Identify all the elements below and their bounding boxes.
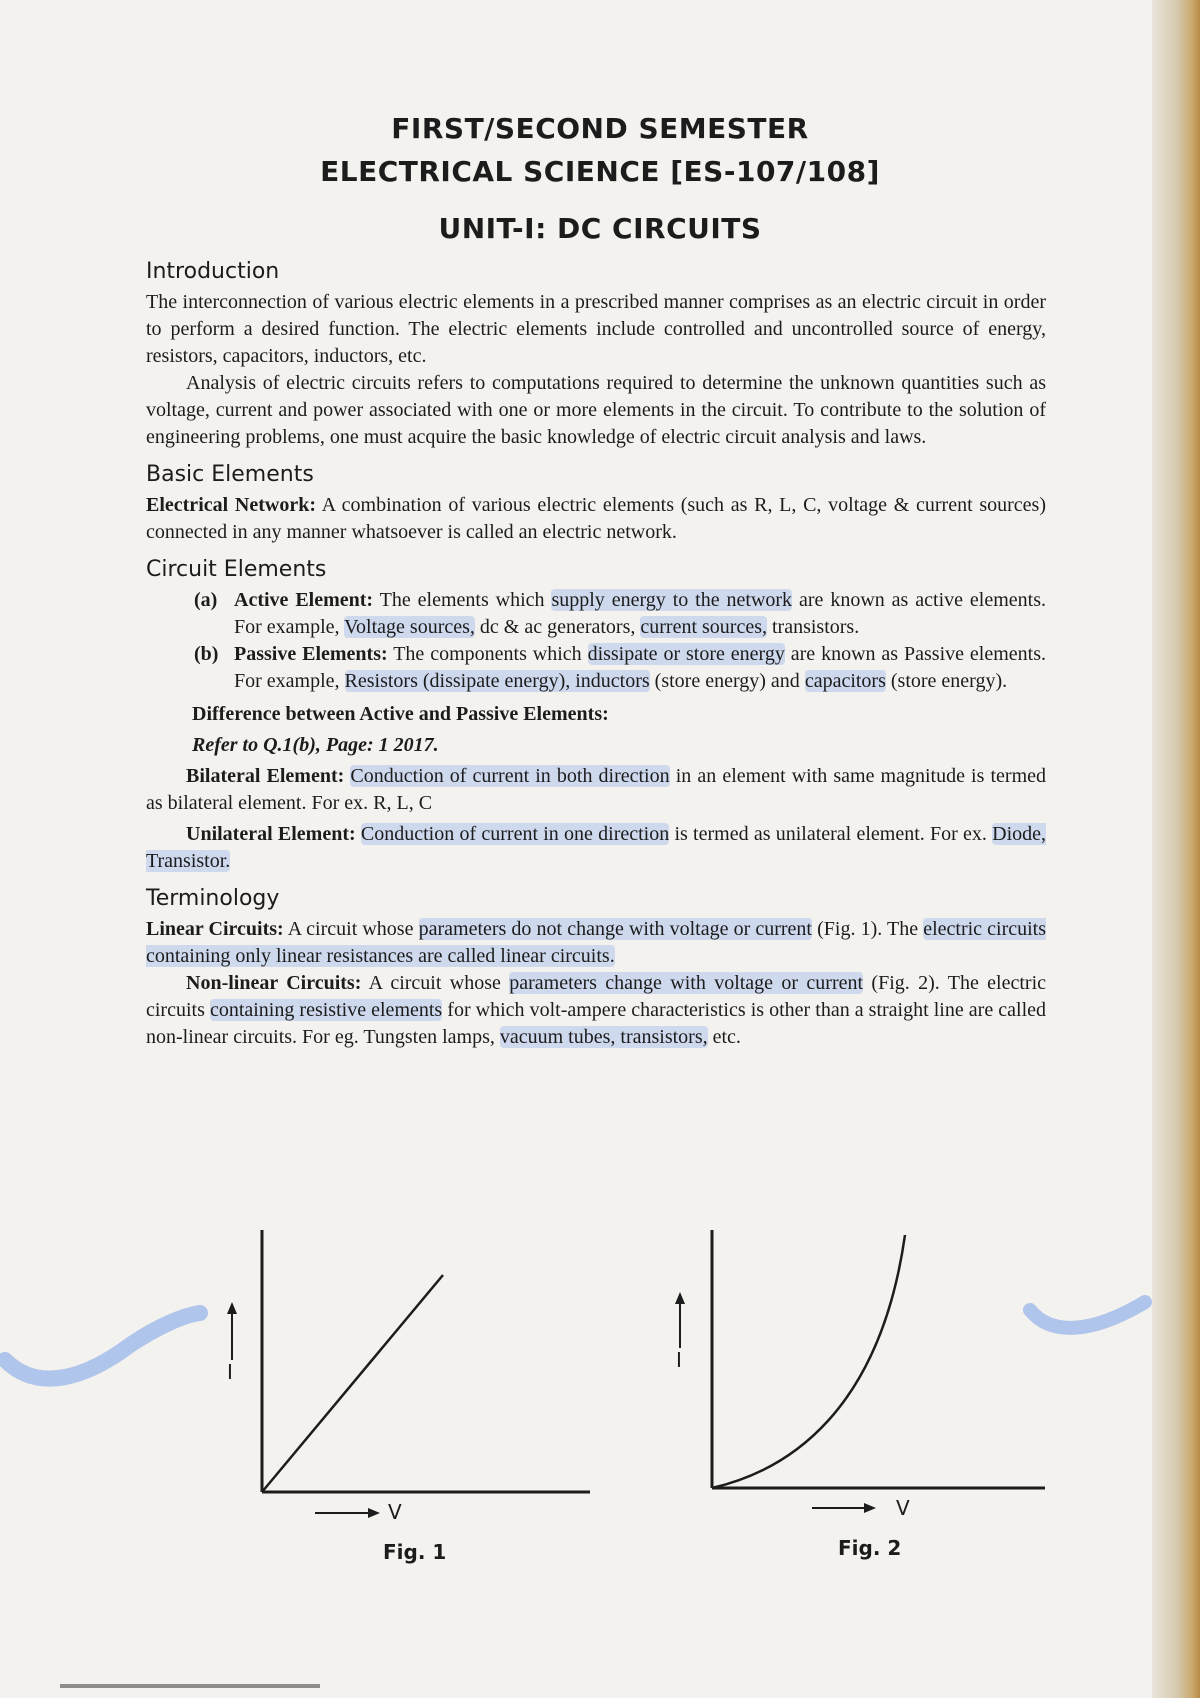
- text: dc & ac generators,: [479, 616, 636, 638]
- fig2-x-label: V: [896, 1496, 910, 1520]
- highlight: Diode, Transistor.: [146, 823, 1047, 872]
- text: (Fig. 2). The electric circuits: [146, 972, 1047, 1021]
- text: etc.: [712, 1026, 741, 1048]
- text: transistors.: [772, 616, 860, 638]
- fig2-graph: [675, 1230, 1045, 1513]
- fig1-linear-curve: [262, 1275, 443, 1492]
- electrical-network-term: Electrical Network:: [146, 494, 316, 516]
- nonlinear-definition: [146, 970, 1046, 1051]
- item-label: (b): [194, 643, 219, 665]
- linear-term: Linear Circuits:: [146, 918, 284, 940]
- basic-elements-heading: Basic Elements: [146, 462, 314, 487]
- passive-element-item: [194, 641, 1046, 695]
- course-title: ELECTRICAL SCIENCE [ES-107/108]: [320, 155, 880, 188]
- linear-definition: [146, 916, 1046, 970]
- bilateral-term: Bilateral Element:: [186, 765, 345, 787]
- fig1-caption: Fig. 1: [383, 1540, 447, 1564]
- introduction-para-2: Analysis of electric circuits refers to computations required to determine the unknown quantities such as voltage, current and power associated with one or more elements in the circuit. To contribute to the solution of engineering problems, one must acquire the basic knowledge of electric circuit analysis and laws.: [146, 372, 1046, 448]
- fig1-y-label: I: [227, 1360, 233, 1384]
- highlight: current sources,: [640, 616, 767, 638]
- unilateral-definition: [146, 821, 1046, 875]
- highlight: vacuum tubes, transistors,: [499, 1026, 708, 1048]
- fig2-caption: Fig. 2: [838, 1536, 902, 1560]
- electrical-network-text: A combination of various electric elements (such as R, L, C, voltage & current sources) connected in any manner whatsoever is called an electric network.: [146, 494, 1046, 543]
- fig2-y-label: I: [676, 1348, 682, 1372]
- text: in an element with same magnitude is termed as bilateral element. For ex. R, L, C: [146, 765, 1046, 814]
- highlight: Conduction of current in both direction: [350, 765, 670, 787]
- highlight: electric circuits containing only linear resistances are called linear circuits.: [146, 918, 1047, 967]
- highlight: capacitors: [804, 670, 886, 692]
- fig1-x-arrowhead: [368, 1508, 380, 1518]
- electrical-network-definition: [146, 492, 1046, 546]
- text: are known as Passive elements. For example,: [234, 643, 1046, 692]
- terminology-heading: Terminology: [146, 886, 280, 911]
- text: The elements which: [379, 589, 545, 611]
- highlight: dissipate or store energy: [587, 643, 785, 665]
- highlight: supply energy to the network: [551, 589, 793, 611]
- fig1-graph: [227, 1230, 590, 1518]
- nonlinear-term: Non-linear Circuits:: [186, 972, 362, 994]
- page-edge-bottom: [60, 1684, 320, 1688]
- text: for which volt-ampere characteristics is other than a straight line are called non-linear circuits. For eg. Tungsten lamps,: [146, 999, 1046, 1048]
- unit-title: UNIT-I: DC CIRCUITS: [438, 212, 762, 245]
- active-element-term: Active Element:: [234, 589, 374, 611]
- fig1-x-label: V: [388, 1500, 402, 1524]
- highlight: Resistors (dissipate energy), inductors: [344, 670, 650, 692]
- item-label: (a): [194, 589, 218, 611]
- refer-note: Refer to Q.1(b), Page: 1 2017.: [192, 734, 439, 756]
- fig2-nonlinear-curve: [712, 1235, 905, 1488]
- highlight: Conduction of current in one direction: [360, 823, 670, 845]
- text: A circuit whose: [368, 972, 501, 994]
- difference-heading: Difference between Active and Passive Elements:: [192, 703, 609, 725]
- highlight: parameters change with voltage or current: [509, 972, 864, 994]
- text: (Fig. 1). The: [817, 918, 919, 940]
- page-content: [146, 258, 1046, 1051]
- semester-title: FIRST/SECOND SEMESTER: [391, 112, 809, 145]
- text: is termed as unilateral element. For ex.: [674, 823, 987, 845]
- figures-svg: [0, 1230, 1200, 1610]
- figures: [0, 1230, 1200, 1610]
- text: (store energy) and: [654, 670, 800, 692]
- unilateral-term: Unilateral Element:: [186, 823, 356, 845]
- bilateral-definition: [146, 763, 1046, 817]
- passive-element-term: Passive Elements:: [234, 643, 388, 665]
- highlight: Voltage sources,: [344, 616, 475, 638]
- introduction-heading: Introduction: [146, 259, 280, 284]
- text: are known as active elements. For example,: [234, 589, 1046, 638]
- circuit-elements-heading: Circuit Elements: [146, 557, 327, 582]
- active-element-item: [194, 587, 1046, 641]
- fig2-x-arrowhead: [864, 1503, 876, 1513]
- text: A circuit whose: [287, 918, 414, 940]
- text: (store energy).: [890, 670, 1008, 692]
- introduction-para-1: The interconnection of various electric elements in a prescribed manner comprises as an electric circuit in order to perform a desired function. The electric elements include controlled and uncontrolled source of energy, resistors, capacitors, inductors, etc.: [146, 291, 1046, 367]
- fig1-y-arrowhead: [227, 1302, 237, 1314]
- highlight: containing resistive elements: [209, 999, 443, 1021]
- highlight: parameters do not change with voltage or current: [418, 918, 812, 940]
- text: The components which: [393, 643, 582, 665]
- fig2-y-arrowhead: [675, 1292, 685, 1304]
